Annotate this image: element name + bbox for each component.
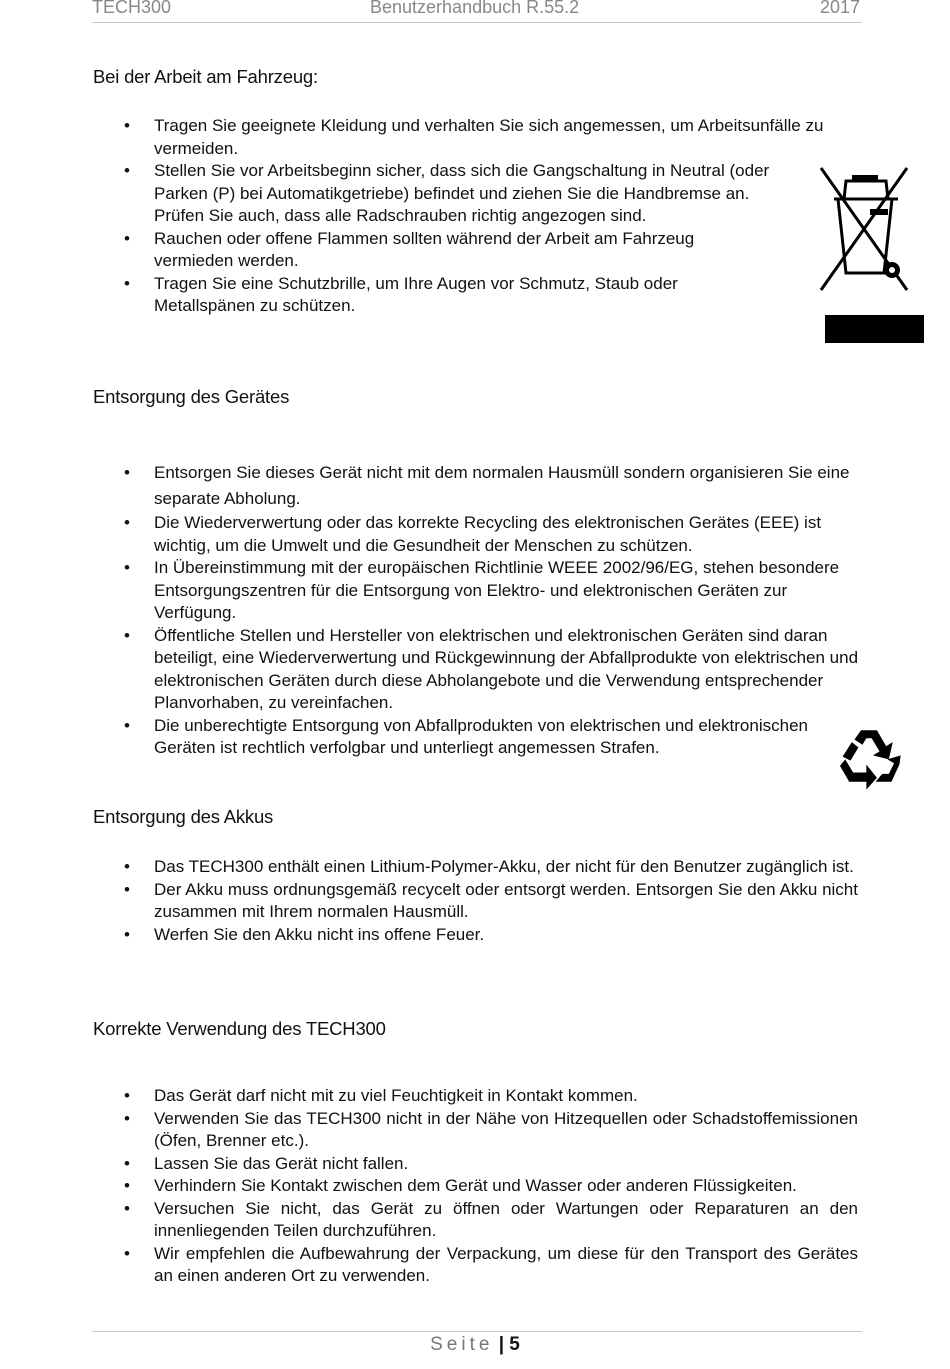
list-item: • Das TECH300 enthält einen Lithium-Polymer-Akku, der nicht für den Benutzer zugänglich ist. [0,856,858,879]
list-item: • Versuchen Sie nicht, das Gerät zu öffnen oder Wartungen oder Reparaturen an den innenliegenden Teilen durchzuführen. [0,1198,858,1243]
section-title-fahrzeug: Bei der Arbeit am Fahrzeug: [93,66,318,87]
list-item: • Verhindern Sie Kontakt zwischen dem Gerät und Wasser oder anderen Flüssigkeiten. [0,1175,858,1198]
list-item: • Öffentliche Stellen und Hersteller von elektrischen und elektronischen Geräten sind daran beteiligt, eine Wiederverwertung und Rückgewinnung der Abfallprodukte von elektrischen und elektronischen Geräten durch diese Abholangebote und die Verwendung entsprechender Planvorhaben, zu vereinfachen. [0,625,866,715]
list-item: • In Übereinstimmung mit der europäischen Richtlinie WEEE 2002/96/EG, stehen besondere Entsorgungszentren für die Entsorgung von Elektro- und elektronischen Geräten zur Verfügung. [0,557,866,625]
list-item: • Lassen Sie das Gerät nicht fallen. [0,1153,858,1176]
list-item: • Rauchen oder offene Flammen sollten während der Arbeit am Fahrzeug vermieden werden. [0,228,774,273]
list-item: • Verwenden Sie das TECH300 nicht in der Nähe von Hitzequellen oder Schadstoffemissionen (Öfen, Brenner etc.). [0,1108,858,1153]
footer-separator: | [493,1334,510,1355]
list-verwendung [0,1085,860,1288]
header-title: Benutzerhandbuch R.55.2 [370,0,580,17]
footer-label: Seite [430,1334,494,1355]
list-akku [0,856,860,946]
recycling-symbol-icon [836,724,902,792]
list-item: • Wir empfehlen die Aufbewahrung der Verpackung, um diese für den Transport des Gerätes an einen anderen Ort zu verwenden. [0,1243,858,1288]
list-item: • Die Wiederverwertung oder das korrekte Recycling des elektronischen Gerätes (EEE) ist wichtig, um die Umwelt und die Gesundheit der Menschen zu schützen. [0,512,866,557]
header-year: 2017 [819,0,860,17]
list-item: • Entsorgen Sie dieses Gerät nicht mit dem normalen Hausmüll sondern organisieren Sie eine separate Abholung. [0,460,866,512]
header-product: TECH300 [92,0,172,17]
list-item: • Die unberechtigte Entsorgung von Abfallprodukten von elektrischen und elektronischen Geräten ist rechtlich verfolgbar und unterliegt angemessen Strafen. [0,715,854,760]
footer-divider [92,1331,862,1332]
list-item: • Der Akku muss ordnungsgemäß recycelt oder entsorgt werden. Entsorgen Sie den Akku nicht zusammen mit Ihrem normalen Hausmüll. [0,879,858,924]
crossed-out-wheelie-bin-icon [818,165,910,295]
section-title-akku: Entsorgung des Akkus [93,806,274,827]
page-header [92,0,862,23]
page-number: 5 [509,1334,520,1355]
list-item: • Werfen Sie den Akku nicht ins offene Feuer. [0,924,858,947]
list-item: • Stellen Sie vor Arbeitsbeginn sicher, dass sich die Gangschaltung in Neutral (oder Parken (P) bei Automatikgetriebe) befindet und ziehen Sie die Handbremse an. Prüfen Sie auch, dass alle Radschrauben richtig angezogen sind. [0,160,774,228]
section-title-geraet: Entsorgung des Gerätes [93,386,290,407]
section-title-verwendung: Korrekte Verwendung des TECH300 [93,1018,386,1039]
list-fahrzeug [0,115,860,318]
list-item: • Tragen Sie geeignete Kleidung und verhalten Sie sich angemessen, um Arbeitsunfälle zu vermeiden. [0,115,864,160]
list-item: • Das Gerät darf nicht mit zu viel Feuchtigkeit in Kontakt kommen. [0,1085,858,1108]
list-item: • Tragen Sie eine Schutzbrille, um Ihre Augen vor Schmutz, Staub oder Metallspänen zu schützen. [0,273,774,318]
page-footer [0,1334,950,1356]
weee-black-bar [825,315,924,343]
list-geraet [0,460,870,760]
